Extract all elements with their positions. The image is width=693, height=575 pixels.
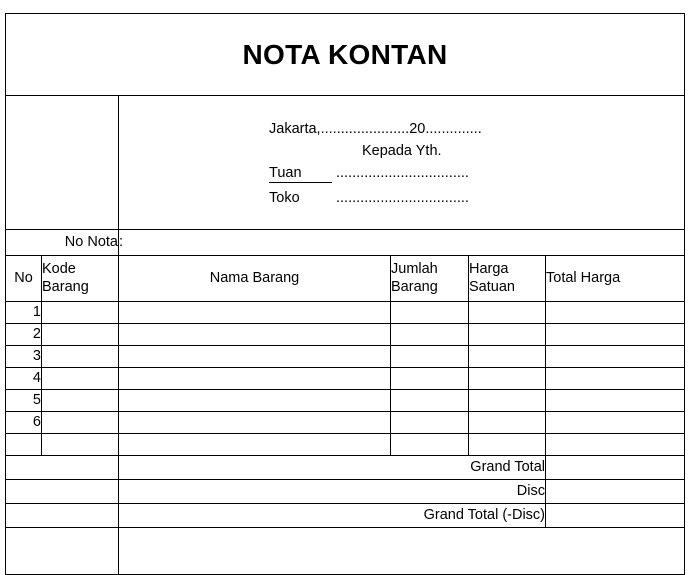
footer-left-cell bbox=[6, 528, 119, 575]
cell-no: 5 bbox=[6, 390, 42, 412]
cell-nama-barang[interactable] bbox=[119, 390, 391, 412]
nota-table bbox=[5, 13, 685, 575]
cell-harga-satuan[interactable] bbox=[469, 368, 546, 390]
totals-row-grand-total bbox=[6, 456, 685, 480]
title-row bbox=[6, 14, 685, 96]
column-header-total-harga: Total Harga bbox=[546, 256, 685, 302]
cell-total-harga[interactable] bbox=[546, 412, 685, 434]
note-number-row bbox=[6, 230, 685, 256]
addressee-row bbox=[6, 96, 685, 230]
table-row bbox=[6, 390, 685, 412]
cell-total-harga[interactable] bbox=[546, 324, 685, 346]
totals-label-disc: Disc bbox=[119, 480, 546, 504]
cell-total-harga[interactable] bbox=[546, 302, 685, 324]
cell-total-harga[interactable] bbox=[546, 368, 685, 390]
cell-harga-satuan[interactable] bbox=[469, 302, 546, 324]
footer-right-cell bbox=[119, 528, 685, 575]
addressee-label-tuan: Tuan bbox=[269, 166, 332, 183]
totals-label-grand-total-minus-disc: Grand Total (-Disc) bbox=[119, 504, 546, 528]
table-row bbox=[6, 324, 685, 346]
cell-harga-satuan[interactable] bbox=[469, 434, 546, 456]
addressee-dots-tuan[interactable]: ................................. bbox=[336, 165, 469, 181]
cell-nama-barang[interactable] bbox=[119, 434, 391, 456]
addressee-label-toko: Toko bbox=[269, 189, 300, 206]
addressee-cell bbox=[119, 96, 685, 230]
title-cell bbox=[6, 14, 685, 96]
addressee-left-blank-cell bbox=[6, 96, 119, 230]
cell-nama-barang[interactable] bbox=[119, 324, 391, 346]
cell-kode-barang[interactable] bbox=[42, 412, 119, 434]
cell-kode-barang[interactable] bbox=[42, 434, 119, 456]
totals-value-grand-total[interactable] bbox=[546, 456, 685, 480]
cell-no: 6 bbox=[6, 412, 42, 434]
totals-row-grand-total-minus-disc bbox=[6, 504, 685, 528]
cell-no bbox=[6, 434, 42, 456]
table-row bbox=[6, 412, 685, 434]
addressee-dots-toko[interactable]: ................................. bbox=[336, 189, 469, 206]
cell-harga-satuan[interactable] bbox=[469, 390, 546, 412]
cell-kode-barang[interactable] bbox=[42, 390, 119, 412]
totals-row-disc bbox=[6, 480, 685, 504]
addressee-field-toko bbox=[269, 191, 684, 206]
totals-blank-cell bbox=[6, 480, 119, 504]
cell-jumlah-barang[interactable] bbox=[391, 434, 469, 456]
cell-nama-barang[interactable] bbox=[119, 302, 391, 324]
table-row bbox=[6, 368, 685, 390]
cell-harga-satuan[interactable] bbox=[469, 324, 546, 346]
cell-kode-barang[interactable] bbox=[42, 368, 119, 390]
cell-no: 3 bbox=[6, 346, 42, 368]
totals-blank-cell bbox=[6, 456, 119, 480]
page-title: NOTA KONTAN bbox=[242, 38, 448, 70]
cell-kode-barang[interactable] bbox=[42, 346, 119, 368]
cell-jumlah-barang[interactable] bbox=[391, 324, 469, 346]
cell-jumlah-barang[interactable] bbox=[391, 390, 469, 412]
cell-nama-barang[interactable] bbox=[119, 368, 391, 390]
column-header-jumlah-barang: Jumlah Barang bbox=[391, 256, 469, 302]
cell-jumlah-barang[interactable] bbox=[391, 302, 469, 324]
addressee-block bbox=[119, 122, 684, 205]
cell-no: 4 bbox=[6, 368, 42, 390]
cell-kode-barang[interactable] bbox=[42, 302, 119, 324]
note-number-label: No Nota bbox=[6, 230, 119, 256]
totals-blank-cell bbox=[6, 504, 119, 528]
cell-harga-satuan[interactable] bbox=[469, 412, 546, 434]
attention-line: Kepada Yth. bbox=[362, 142, 442, 159]
cell-no: 2 bbox=[6, 324, 42, 346]
cell-harga-satuan[interactable] bbox=[469, 346, 546, 368]
column-header-kode-barang: Kode Barang bbox=[42, 256, 119, 302]
place-date-line: Jakarta,......................20.............. bbox=[269, 121, 482, 137]
items-header-row bbox=[6, 256, 685, 302]
column-header-no: No bbox=[6, 256, 42, 302]
totals-label-grand-total: Grand Total bbox=[119, 456, 546, 480]
cell-jumlah-barang[interactable] bbox=[391, 346, 469, 368]
cell-jumlah-barang[interactable] bbox=[391, 412, 469, 434]
column-header-harga-satuan: Harga Satuan bbox=[469, 256, 546, 302]
cell-nama-barang[interactable] bbox=[119, 412, 391, 434]
totals-value-grand-total-minus-disc[interactable] bbox=[546, 504, 685, 528]
cell-total-harga[interactable] bbox=[546, 390, 685, 412]
cell-jumlah-barang[interactable] bbox=[391, 368, 469, 390]
cell-kode-barang[interactable] bbox=[42, 324, 119, 346]
cell-total-harga[interactable] bbox=[546, 434, 685, 456]
cell-total-harga[interactable] bbox=[546, 346, 685, 368]
addressee-field-tuan bbox=[269, 166, 684, 183]
totals-value-disc[interactable] bbox=[546, 480, 685, 504]
cell-no: 1 bbox=[6, 302, 42, 324]
table-row bbox=[6, 302, 685, 324]
footer-row bbox=[6, 528, 685, 575]
table-row bbox=[6, 346, 685, 368]
column-header-nama-barang: Nama Barang bbox=[119, 256, 391, 302]
note-number-field[interactable]: : bbox=[119, 230, 685, 256]
cell-nama-barang[interactable] bbox=[119, 346, 391, 368]
table-row bbox=[6, 434, 685, 456]
